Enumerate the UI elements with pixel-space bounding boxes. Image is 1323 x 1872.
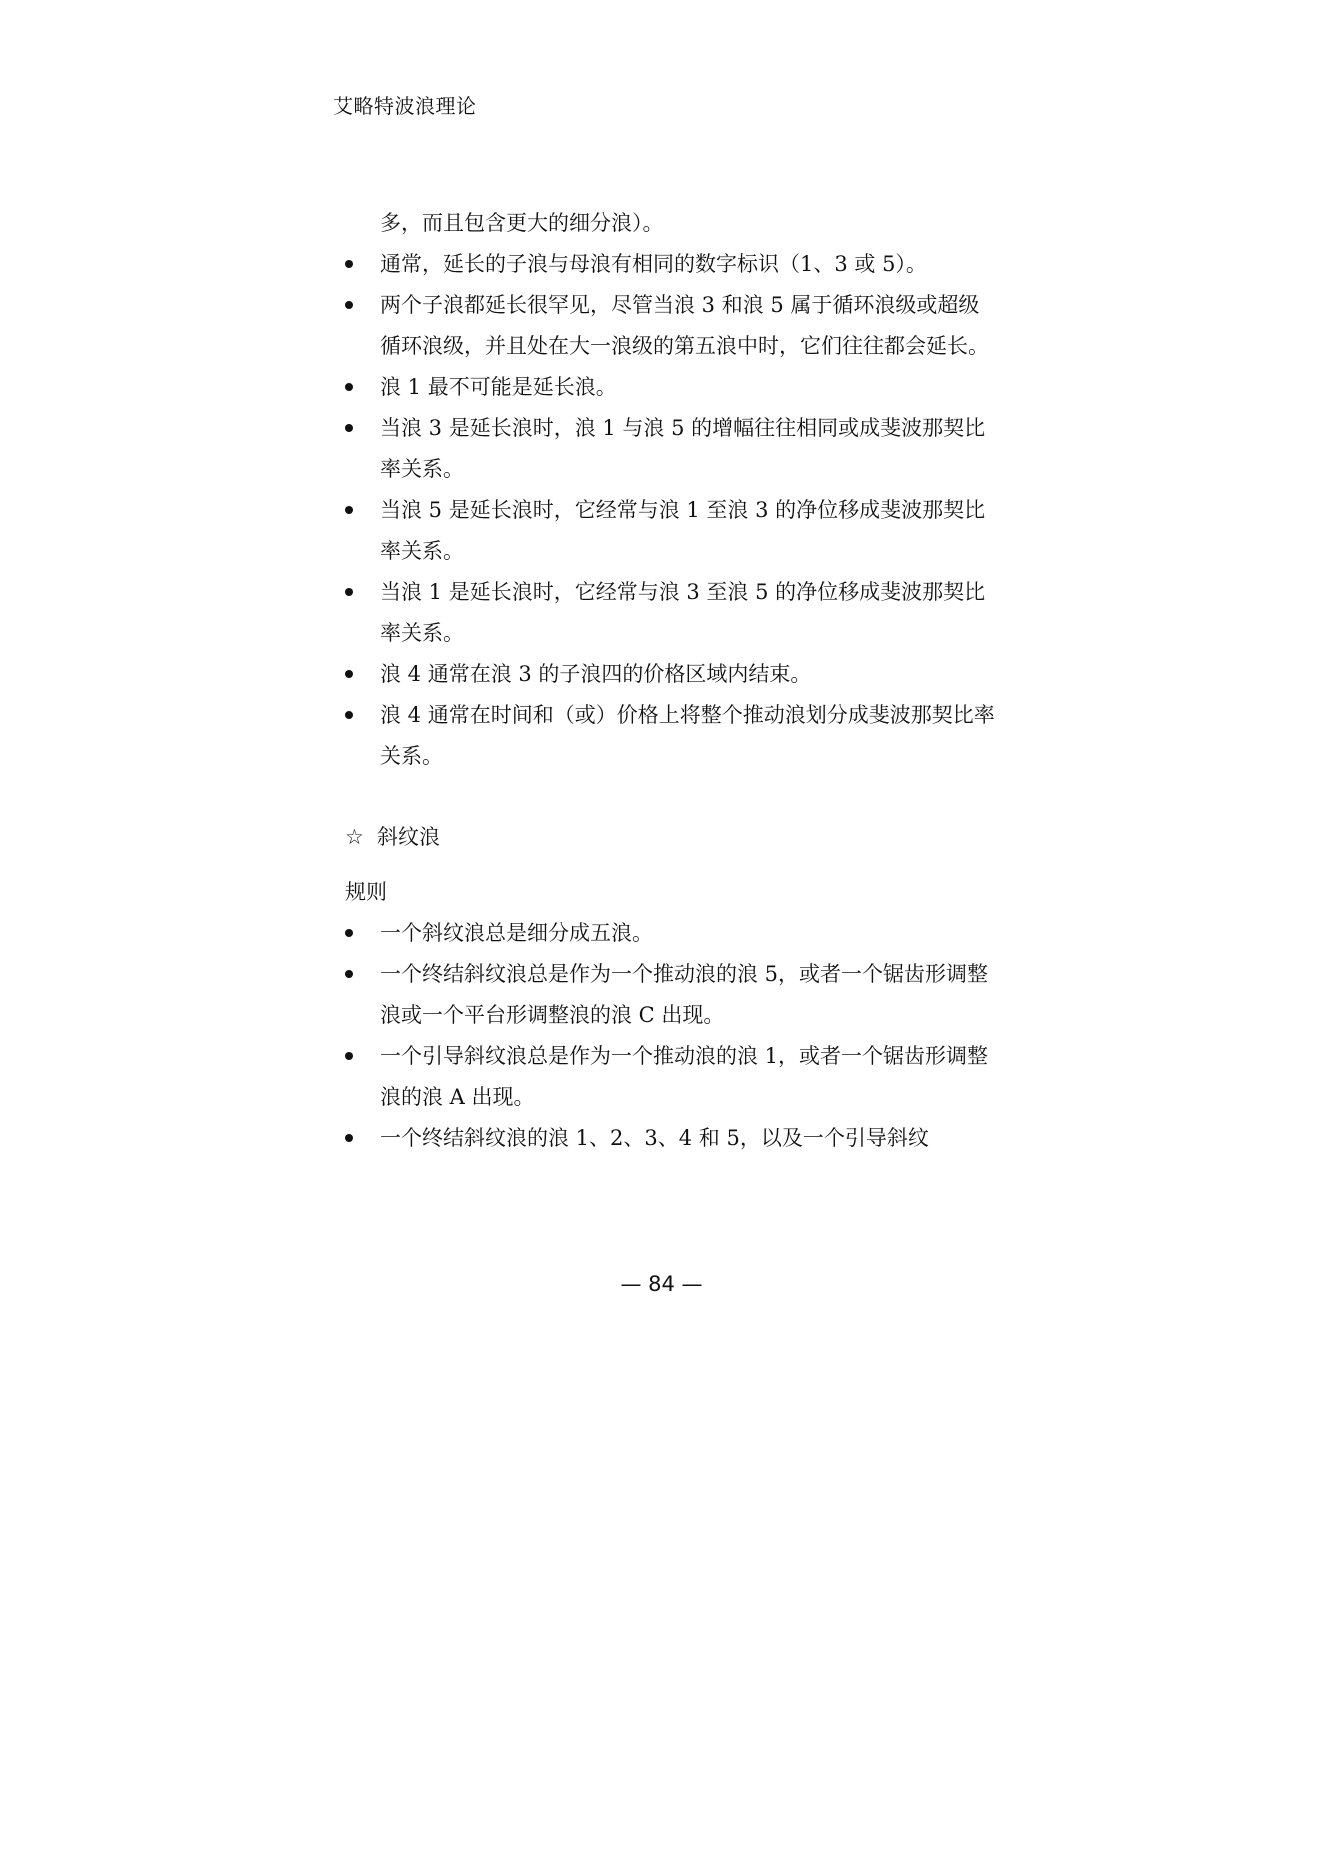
list-item: 浪 4 通常在浪 3 的子浪四的价格区域内结束。	[380, 654, 1000, 695]
list-item: 当浪 5 是延长浪时，它经常与浪 1 至浪 3 的净位移成斐波那契比率关系。	[380, 490, 1000, 572]
rules-subheading: 规则	[345, 880, 387, 904]
bullet-icon	[345, 260, 353, 268]
bullet-icon	[345, 970, 353, 978]
list-item: 一个斜纹浪总是细分成五浪。	[380, 913, 1000, 954]
list-item: 一个终结斜纹浪的浪 1、2、3、4 和 5，以及一个引导斜纹	[380, 1118, 1000, 1159]
bullet-icon	[345, 506, 353, 514]
bullet-icon	[345, 711, 353, 719]
running-head: 艾略特波浪理论	[333, 94, 477, 118]
section-title: 斜纹浪	[377, 825, 440, 849]
list-item: 一个引导斜纹浪总是作为一个推动浪的浪 1，或者一个锯齿形调整浪的浪 A 出现。	[380, 1036, 1000, 1118]
list-item: 一个终结斜纹浪总是作为一个推动浪的浪 5，或者一个锯齿形调整浪或一个平台形调整浪的浪 C 出现。	[380, 954, 1000, 1036]
bullet-icon	[345, 588, 353, 596]
bullet-icon	[345, 929, 353, 937]
bullet-icon	[345, 670, 353, 678]
list-item: 浪 4 通常在时间和（或）价格上将整个推动浪划分成斐波那契比率关系。	[380, 695, 1000, 777]
bullet-icon	[345, 1052, 353, 1060]
bullet-icon	[345, 301, 353, 309]
bullet-icon	[345, 424, 353, 432]
page-body	[345, 203, 1000, 1159]
diagonal-rules-list	[380, 913, 1000, 1159]
continuation-text: 多，而且包含更大的细分浪）。	[380, 211, 664, 235]
list-item: 当浪 1 是延长浪时，它经常与浪 3 至浪 5 的净位移成斐波那契比率关系。	[380, 572, 1000, 654]
list-item: 浪 1 最不可能是延长浪。	[380, 367, 1000, 408]
page-number: — 84 —	[620, 1272, 703, 1296]
bullet-icon	[345, 1134, 353, 1142]
list-item: 当浪 3 是延长浪时，浪 1 与浪 5 的增幅往往相同或成斐波那契比率关系。	[380, 408, 1000, 490]
section-heading	[345, 817, 1000, 858]
bullet-icon	[345, 383, 353, 391]
extension-list	[380, 244, 1000, 777]
star-icon: ☆	[345, 825, 364, 849]
list-item: 两个子浪都延长很罕见，尽管当浪 3 和浪 5 属于循环浪级或超级循环浪级，并且处在大一浪级的第五浪中时，它们往往都会延长。	[380, 285, 1000, 367]
list-item: 通常，延长的子浪与母浪有相同的数字标识（1、3 或 5）。	[380, 244, 1000, 285]
